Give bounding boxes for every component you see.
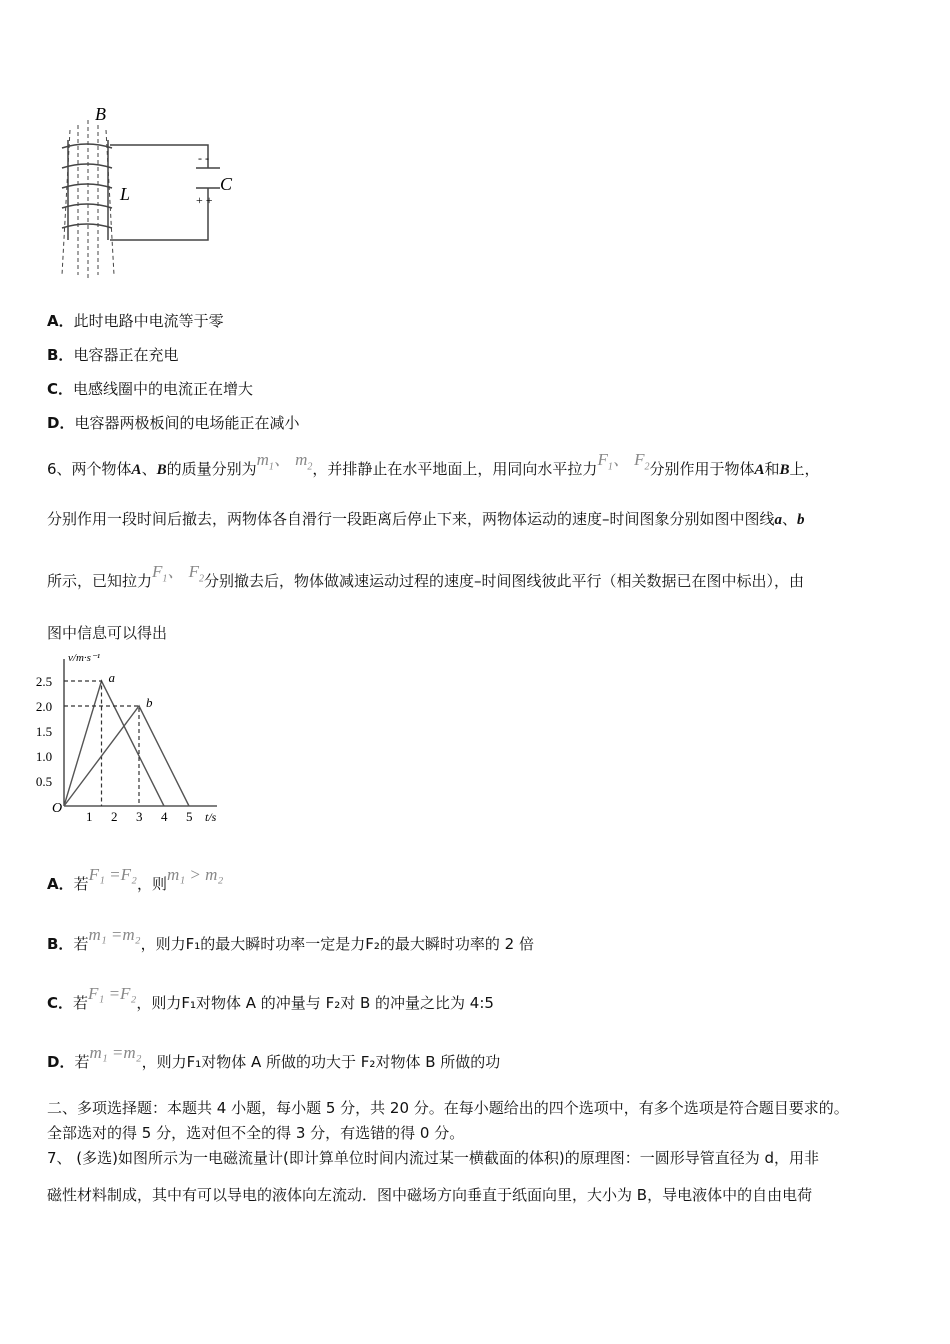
series-line-b bbox=[64, 706, 189, 806]
q6-option-a: A．若F₁ =F₂，则m₁ > m₂ bbox=[47, 865, 224, 893]
lc-circuit-figure bbox=[40, 100, 250, 285]
svg-text:C: C bbox=[220, 174, 233, 194]
x-tick-label: 1 bbox=[86, 809, 93, 824]
svg-text:L: L bbox=[120, 184, 131, 204]
x-axis-label: t/s bbox=[205, 810, 217, 824]
y-tick-label: 0.5 bbox=[35, 774, 53, 789]
section2-heading: 二、多项选择题：本题共 4 小题，每小题 5 分，共 20 分。在每小题给出的四个选项中，有多个选项是符合题目要求的。 bbox=[47, 1099, 849, 1117]
q5-option-d: D．电容器两极板间的电场能正在减小 bbox=[47, 414, 300, 432]
y-tick-label: 2.5 bbox=[35, 674, 53, 689]
x-tick-label: 2 bbox=[111, 809, 118, 824]
q6-line-4: 图中信息可以得出 bbox=[47, 624, 168, 642]
q6-line-2: 分别作用一段时间后撤去，两物体各自滑行一段距离后停止下来，两物体运动的速度–时间图象分别如图中图线a、b bbox=[47, 510, 805, 528]
series-label-a: a bbox=[108, 670, 115, 685]
svg-text:B: B bbox=[95, 104, 106, 124]
velocity-time-chart bbox=[35, 645, 240, 830]
x-tick-label: 5 bbox=[186, 809, 193, 824]
y-tick-label: 1.5 bbox=[35, 724, 53, 739]
svg-text:+ +: + + bbox=[196, 193, 213, 207]
q6-option-d: D．若m₁ =m₂，则力F₁对物体 A 所做的功大于 F₂对物体 B 所做的功 bbox=[47, 1043, 501, 1071]
section2-scoring: 全部选对的得 5 分，选对但不全的得 3 分，有选错的得 0 分。 bbox=[47, 1124, 465, 1142]
svg-text:- -: - - bbox=[198, 151, 209, 165]
q6-option-c: C．若F₁ =F₂，则力F₁对物体 A 的冲量与 F₂对 B 的冲量之比为 4:5 bbox=[47, 984, 494, 1012]
q5-option-b: B．电容器正在充电 bbox=[47, 346, 179, 364]
y-tick-label: 1.0 bbox=[35, 749, 53, 764]
y-tick-label: 2.0 bbox=[35, 699, 53, 714]
y-axis-label: v/m·s⁻¹ bbox=[68, 652, 101, 664]
q5-option-c: C．电感线圈中的电流正在增大 bbox=[47, 380, 254, 398]
q7-line-2: 磁性材料制成，其中有可以导电的液体向左流动．图中磁场方向垂直于纸面向里，大小为 B，导电液体中的自由电荷 bbox=[47, 1186, 813, 1204]
q6-line-1: 6、两个物体A、B的质量分别为$m_1$、 $m_2$，并排静止在水平地面上，用同向水平拉力$F_1$、 $F_2$分别作用于物体A和B上， bbox=[47, 450, 820, 478]
series-label-b: b bbox=[146, 695, 153, 710]
q7-line-1: 7、 (多选)如图所示为一电磁流量计(即计算单位时间内流过某一横截面的体积)的原理图：一圆形导管直径为 d，用非 bbox=[47, 1149, 820, 1167]
origin-label: O bbox=[52, 801, 63, 816]
q5-option-a: A．此时电路中电流等于零 bbox=[47, 312, 224, 330]
q6-option-b: B．若m₁ =m₂，则力F₁的最大瞬时功率一定是力F₂的最大瞬时功率的 2 倍 bbox=[47, 925, 534, 953]
x-tick-label: 3 bbox=[136, 809, 143, 824]
x-tick-label: 4 bbox=[161, 809, 168, 824]
q6-line-3: 所示，已知拉力$F_1$、 $F_2$分别撤去后，物体做减速运动过程的速度–时间图线彼此平行（相关数据已在图中标出），由 bbox=[47, 562, 805, 590]
